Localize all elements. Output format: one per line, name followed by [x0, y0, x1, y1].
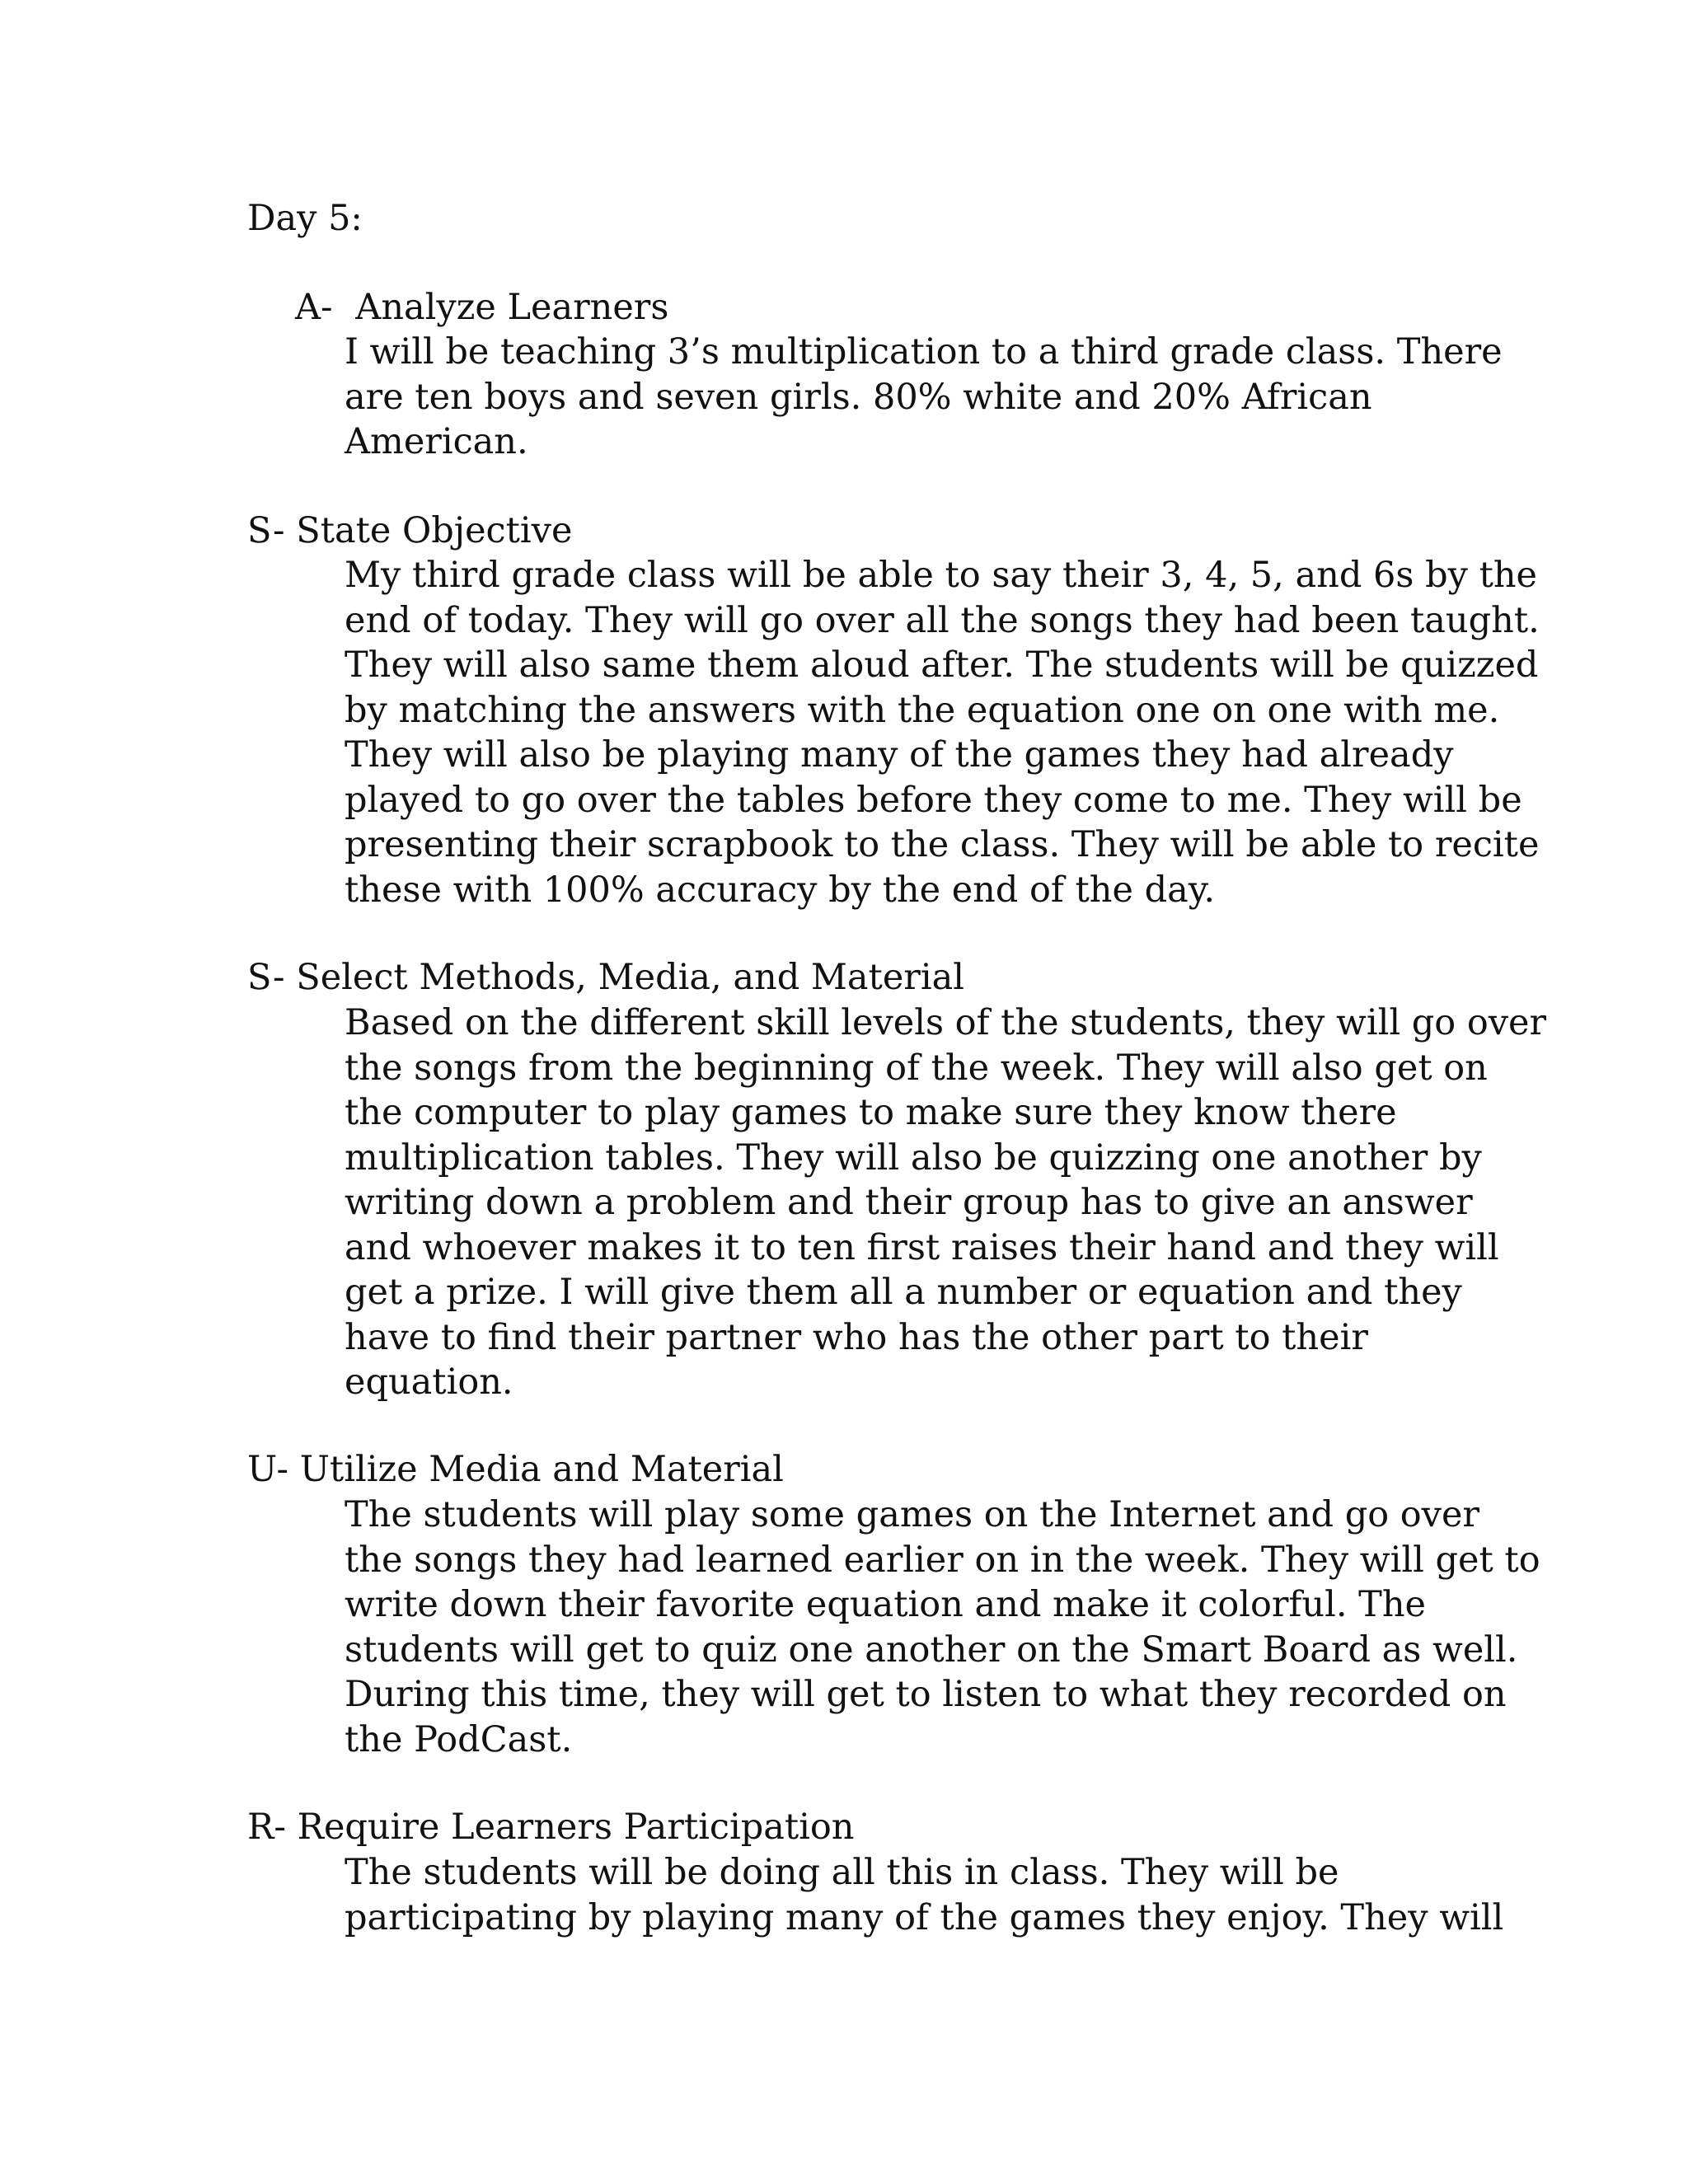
body-line: They will also be playing many of the games they had already [345, 734, 1454, 776]
body-line: presenting their scrapbook to the class. They will be able to recite [345, 824, 1540, 865]
body-line: The students will play some games on the Internet and go over [345, 1494, 1479, 1535]
body-line: American. [345, 421, 528, 462]
section-heading-select-methods [247, 955, 964, 1000]
body-line: are ten boys and seven girls. 80% white and 20% African [345, 376, 1372, 418]
section-letter: R- [247, 1807, 286, 1848]
body-line: writing down a problem and their group has to give an answer [345, 1182, 1473, 1223]
body-line: the songs from the beginning of the week. They will also get on [345, 1047, 1488, 1089]
section-title: State Objective [296, 510, 573, 551]
body-line: get a prize. I will give them all a number or equation and they [345, 1272, 1462, 1313]
section-heading-utilize-media [247, 1447, 784, 1492]
body-line: write down their favorite equation and make it colorful. The [345, 1584, 1427, 1625]
body-line: the computer to play games to make sure they know there [345, 1092, 1397, 1133]
body-line: these with 100% accuracy by the end of the day. [345, 869, 1216, 911]
section-title: Select Methods, Media, and Material [296, 957, 964, 998]
body-line: The students will be doing all this in class. They will be [345, 1852, 1339, 1893]
body-line: by matching the answers with the equation one on one with me. [345, 689, 1500, 731]
section-heading-state-objective [247, 509, 572, 553]
body-line: multiplication tables. They will also be quizzing one another by [345, 1137, 1482, 1179]
section-letter: U- [247, 1449, 289, 1490]
section-title: Analyze Learners [355, 287, 669, 328]
day-title: Day 5: [247, 198, 363, 239]
section-body-analyze-learners [345, 330, 1503, 465]
section-title: Utilize Media and Material [299, 1449, 784, 1490]
body-line: They will also same them aloud after. The students will be quizzed [345, 644, 1539, 686]
body-line: equation. [345, 1361, 513, 1403]
body-line: played to go over the tables before they come to me. They will be [345, 779, 1522, 821]
section-letter: A- [295, 287, 333, 328]
section-heading-analyze-learners [295, 285, 668, 330]
section-letter: S- [247, 510, 285, 551]
body-line: Based on the different skill levels of the students, they will go over [345, 1002, 1547, 1043]
body-line: During this time, they will get to listen to what they recorded on [345, 1674, 1507, 1715]
body-line: the PodCast. [345, 1718, 573, 1760]
section-body-state-objective [345, 553, 1540, 912]
section-title: Require Learners Participation [297, 1807, 855, 1848]
body-line: have to find their partner who has the other part to their [345, 1316, 1368, 1358]
body-line: and whoever makes it to ten first raises their hand and they will [345, 1226, 1499, 1268]
section-body-select-methods [345, 1001, 1546, 1405]
section-body-require-participation [345, 1850, 1503, 1940]
section-letter: S- [247, 957, 285, 998]
body-line: the songs they had learned earlier on in the week. They will get to [345, 1539, 1540, 1581]
body-line: participating by playing many of the games they enjoy. They will [345, 1896, 1504, 1938]
body-line: I will be teaching 3’s multiplication to a third grade class. There [345, 331, 1503, 373]
body-line: My third grade class will be able to say their 3, 4, 5, and 6s by the [345, 555, 1538, 596]
section-heading-require-participation [247, 1805, 855, 1849]
body-line: students will get to quiz one another on the Smart Board as well. [345, 1629, 1518, 1671]
section-body-utilize-media [345, 1493, 1540, 1762]
body-line: end of today. They will go over all the songs they had been taught. [345, 599, 1540, 641]
